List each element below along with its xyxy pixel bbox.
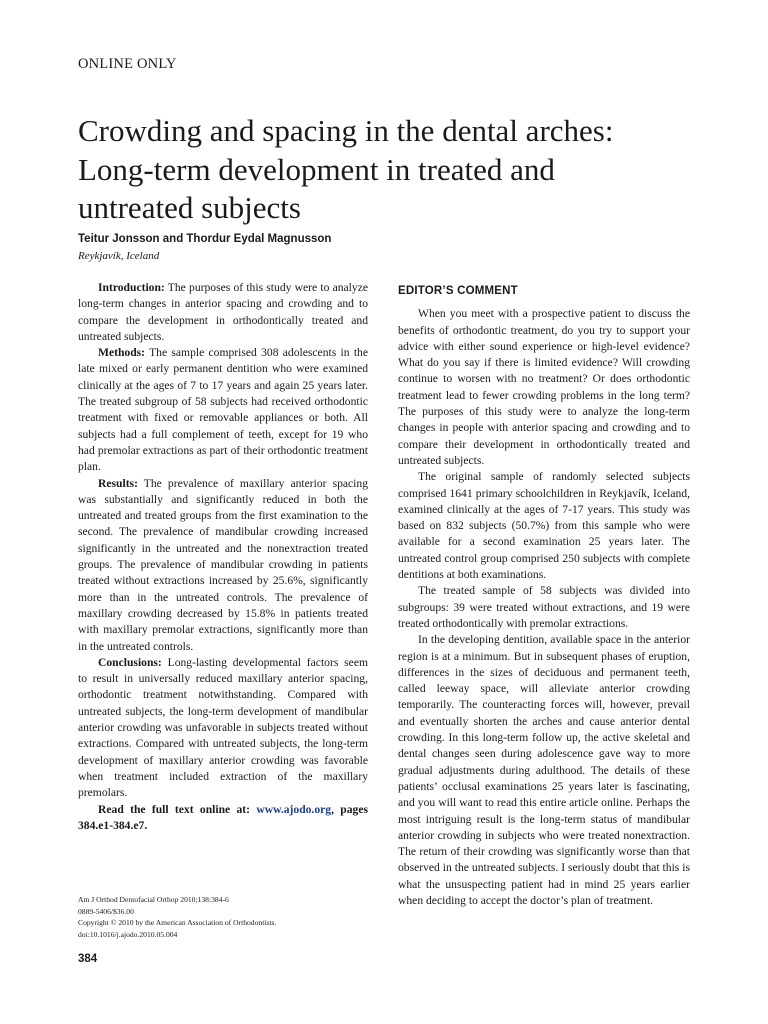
citation-line: Am J Orthod Dentofacial Orthop 2010;138:384-6 [78, 895, 229, 904]
abstract-methods [78, 345, 368, 475]
abstract [78, 280, 368, 834]
journal-link[interactable]: www.ajodo.org [256, 802, 332, 816]
editors-comment-paragraph: The treated sample of 58 subjects was divided into subgroups: 39 were treated without extractions, and 19 were treated orthodontically with premolar extractions. [398, 584, 690, 630]
methods-text: The sample comprised 308 adolescents in the late mixed or early permanent dentition who were examined clinically at the ages of 7 to 17 years and again 25 years later. The treated subgroup of 58 subjects had received orthodontic treatment with fixed or removable appliances or both. All subjects had a full complement of teeth, except for 19 who had premolar extractions as part of their orthodontic treatment plan. [78, 346, 368, 474]
citation-line: 0889-5406/$36.00 [78, 906, 134, 916]
introduction-text: The purposes of this study were to analyze long-term changes in anterior spacing and crowding and to compare the development in orthodontically treated and untreated subjects. [78, 281, 368, 343]
article-title [78, 112, 698, 228]
editors-comment-paragraph: When you meet with a prospective patient to discuss the benefits of orthodontic treatment, do you try to support your advice with either sound experience or high-level evidence? What do you say if there is limited evidence? Will crowding continue to worsen with no treatment? Or does orthodontic treatment lead to fewer crowding problems in the long term? The purposes of this study were to analyze the long-term changes in people with anterior spacing and crowding and to compare their development in orthodontically treated and untreated subjects. [398, 307, 690, 467]
abstract-conclusions [78, 655, 368, 802]
conclusions-label: Conclusions: [98, 655, 162, 669]
editors-comment [398, 283, 690, 909]
section-label: ONLINE ONLY [78, 56, 177, 72]
citation-block [78, 894, 276, 940]
conclusions-text: Long-lasting developmental factors seem to result in universally reduced maxillary anterior spacing, orthodontic treatment notwithstanding. Compared with untreated subjects, the long-term development of mandibular anterior crowding was unfavorable in subjects treated without extractions. Compared with untreated subjects, the long-term development of maxillary anterior crowding was favorable when treatment included extraction of the maxillary premolars. [78, 655, 368, 800]
editors-comment-heading: EDITOR’S COMMENT [398, 285, 518, 297]
results-text: The prevalence of maxillary anterior spacing was substantially and significantly reduced in both the untreated and treated groups from the first examination to the second. The prevalence of mandibular crowding increased significantly in the untreated and the nonextraction treated groups. The prevalence of mandibular crowding in patients treated without extractions increased by 25.6%, significantly more than in the untreated controls. The prevalence of maxillary crowding decreased by 15.8% in patients treated with maxillary premolar extractions, significantly more than in the untreated controls. [78, 476, 368, 653]
citation-line: Copyright © 2010 by the American Association of Orthodontists. [78, 918, 277, 927]
editors-comment-paragraph: The original sample of randomly selected subjects comprised 1641 primary schoolchildren in Reykjavík, Iceland, examined clinically at the ages of 7-17 years. This study was based on 832 subjects (50.7%) from this sample who were available for a second examination 25 years later. The untreated control group comprised 250 subjects with complete dentitions at both examinations. [398, 470, 690, 582]
read-more-pages: , pages 384.e1-384.e7. [78, 802, 368, 832]
editors-comment-paragraph: In the developing dentition, available space in the anterior region is at a minimum. But in subsequent phases of eruption, differences in the sizes of deciduous and permanent teeth, called leeway space, will alleviate anterior crowding temporarily. The counteracting forces will, however, prevail and eventually shorten the arches and cause anterior dental crowding. In this long-term follow up, the active skeletal and dental changes seen during adolescence gave way to more gradual adjustments during adulthood. The details of these patients’ occlusal examinations 25 years later is fascinating, and you will want to read this entire article online. Perhaps the most intriguing result is the long-term status of mandibular anterior crowding in subjects who were treated nonextraction. The return of their crowding was significantly worse than that observed in the untreated subjects. I seriously doubt that this is what the unsuspecting patient had in mind 25 years earlier when deciding to accept the doctor’s plan of treatment. [398, 633, 690, 907]
read-more-text: Read the full text online at: [98, 802, 257, 816]
introduction-label: Introduction: [98, 281, 165, 294]
author-location: Reykjavík, Iceland [78, 250, 160, 262]
methods-label: Methods: [98, 346, 146, 360]
page-number: 384 [78, 953, 98, 965]
citation-line: doi:10.1016/j.ajodo.2010.05.004 [78, 929, 178, 939]
title-line: Crowding and spacing in the dental arches: [78, 113, 614, 148]
abstract-results [78, 476, 368, 655]
title-line: untreated subjects [78, 190, 301, 225]
authors: Teitur Jonsson and Thordur Eydal Magnusson [78, 233, 332, 245]
title-line: Long-term development in treated and [78, 151, 555, 187]
abstract-introduction [78, 280, 368, 345]
read-more [78, 802, 368, 835]
results-label: Results: [98, 476, 138, 490]
